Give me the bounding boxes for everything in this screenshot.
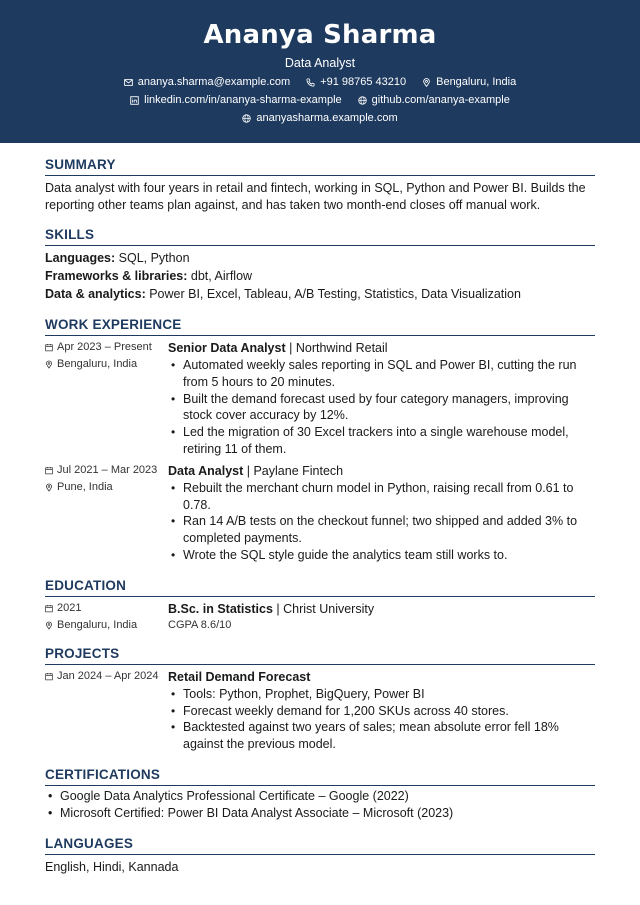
education-date <box>45 601 168 615</box>
certifications-section <box>45 766 595 822</box>
phone-icon <box>306 78 315 87</box>
section-heading: SKILLS <box>45 226 595 246</box>
list-item: • Rebuilt the merchant churn model in Python, raising recall from 0.61 to 0.78. <box>168 480 595 514</box>
map-pin-icon <box>45 621 53 630</box>
job-entry <box>45 463 595 564</box>
list-item: • Built the demand forecast used by four category managers, improving stock cover accuracy by 12%. <box>168 391 595 425</box>
candidate-name: Ananya Sharma <box>203 20 437 50</box>
job-company: Paylane Fintech <box>253 463 344 478</box>
job-entry <box>45 340 595 458</box>
skill-row <box>45 267 595 285</box>
education-location <box>45 618 168 632</box>
section-heading: WORK EXPERIENCE <box>45 316 595 336</box>
map-pin-icon <box>45 483 53 492</box>
section-heading: EDUCATION <box>45 577 595 597</box>
contact-line-1 <box>0 75 640 89</box>
linkedin-contact[interactable] <box>130 93 341 107</box>
calendar-icon <box>45 672 53 681</box>
email-contact[interactable] <box>124 75 290 89</box>
calendar-icon <box>45 466 53 475</box>
job-location-text: Bengaluru, India <box>57 358 138 370</box>
degree: B.Sc. in Statistics <box>168 601 273 616</box>
website-contact[interactable] <box>242 111 397 125</box>
github-text: github.com/ananya-example <box>371 94 510 106</box>
map-pin-icon <box>422 78 431 87</box>
email-icon <box>124 78 133 87</box>
project-name: Retail Demand Forecast <box>168 669 311 684</box>
phone-text: +91 98765 43210 <box>320 76 407 88</box>
skill-row <box>45 285 595 303</box>
gpa: CGPA 8.6/10 <box>168 618 232 631</box>
list-item: • Automated weekly sales reporting in SQL and Power BI, cutting the run from 5 hours to 20 minutes. <box>168 357 595 391</box>
skill-label: Languages: <box>45 251 116 265</box>
certification-list <box>45 788 595 822</box>
resume-body <box>0 156 640 875</box>
phone-contact[interactable] <box>306 75 406 89</box>
skill-value: SQL, Python <box>118 251 190 265</box>
school: Christ University <box>283 601 375 616</box>
globe-icon <box>242 114 251 123</box>
job-title: Senior Data Analyst | Northwind Retail <box>168 341 388 355</box>
job-bullets <box>168 357 595 458</box>
project-dates <box>45 669 168 683</box>
globe-icon <box>358 96 367 105</box>
email-text: ananya.sharma@example.com <box>137 76 291 88</box>
job-bullets <box>168 480 595 564</box>
section-heading: SUMMARY <box>45 156 595 176</box>
project-dates-text: Jan 2024 – Apr 2024 <box>57 669 159 682</box>
job-dates-text: Jul 2021 – Mar 2023 <box>57 463 158 476</box>
project-entry <box>45 669 595 753</box>
linkedin-text: linkedin.com/in/ananya-sharma-example <box>144 94 342 106</box>
education-title: B.Sc. in Statistics | Christ University <box>168 601 375 616</box>
resume-header <box>0 0 640 143</box>
skill-label: Frameworks & libraries: <box>45 269 188 283</box>
linkedin-icon <box>130 96 139 105</box>
skill-row <box>45 249 595 267</box>
skills-section <box>45 226 595 303</box>
job-company: Northwind Retail <box>295 341 388 355</box>
summary-text: Data analyst with four years in retail and fintech, working in SQL, Python and Power BI. Builds the reporting other teams plan against, and has taken two month-end closes off manual work. <box>45 181 586 212</box>
list-item: • Google Data Analytics Professional Certificate – Google (2022) <box>45 788 595 805</box>
list-item: • Led the migration of 30 Excel trackers into a single warehouse model, retiring 11 of them. <box>168 424 595 458</box>
list-item: • Tools: Python, Prophet, BigQuery, Power BI <box>168 686 595 703</box>
location-contact <box>422 75 516 89</box>
list-item: • Ran 14 A/B tests on the checkout funnel; two shipped and added 3% to completed payments. <box>168 513 595 547</box>
job-role: Senior Data Analyst <box>168 341 286 355</box>
education-entry <box>45 601 595 632</box>
experience-section <box>45 316 595 564</box>
summary-section <box>45 156 595 213</box>
job-location-text: Pune, India <box>57 480 113 493</box>
project-title <box>168 669 595 685</box>
list-item: • Microsoft Certified: Power BI Data Analyst Associate – Microsoft (2023) <box>45 805 595 822</box>
calendar-icon <box>45 343 53 352</box>
job-dates-text: Apr 2023 – Present <box>57 341 152 353</box>
skill-label: Data & analytics: <box>45 287 146 301</box>
location-text: Bengaluru, India <box>436 76 517 88</box>
section-heading: CERTIFICATIONS <box>45 766 595 786</box>
map-pin-icon <box>45 360 53 369</box>
job-dates <box>45 463 168 477</box>
list-item: • Backtested against two years of sales; mean absolute error fell 18% against the previous model. <box>168 719 595 753</box>
projects-section <box>45 645 595 753</box>
education-date-text: 2021 <box>57 601 82 614</box>
list-item: • Forecast weekly demand for 1,200 SKUs across 40 stores. <box>168 703 595 720</box>
contact-line-3 <box>0 111 640 125</box>
candidate-title: Data Analyst <box>284 56 356 70</box>
website-text: ananyasharma.example.com <box>256 112 398 124</box>
languages-section <box>45 835 595 876</box>
section-heading: LANGUAGES <box>45 835 595 855</box>
project-bullets <box>168 686 595 753</box>
job-dates <box>45 340 168 354</box>
job-location <box>45 357 168 371</box>
job-title: Data Analyst | Paylane Fintech <box>168 463 344 478</box>
skill-value: dbt, Airflow <box>190 269 253 283</box>
list-item: • Wrote the SQL style guide the analytics team still works to. <box>168 547 595 564</box>
job-role: Data Analyst <box>168 463 244 478</box>
languages-text: English, Hindi, Kannada <box>45 859 179 874</box>
job-location <box>45 480 168 494</box>
github-contact[interactable] <box>358 93 510 107</box>
calendar-icon <box>45 604 53 613</box>
contact-line-2 <box>0 93 640 107</box>
section-heading: PROJECTS <box>45 645 595 665</box>
education-section <box>45 577 595 632</box>
skill-value: Power BI, Excel, Tableau, A/B Testing, Statistics, Data Visualization <box>149 287 521 301</box>
education-location-text: Bengaluru, India <box>57 618 138 631</box>
